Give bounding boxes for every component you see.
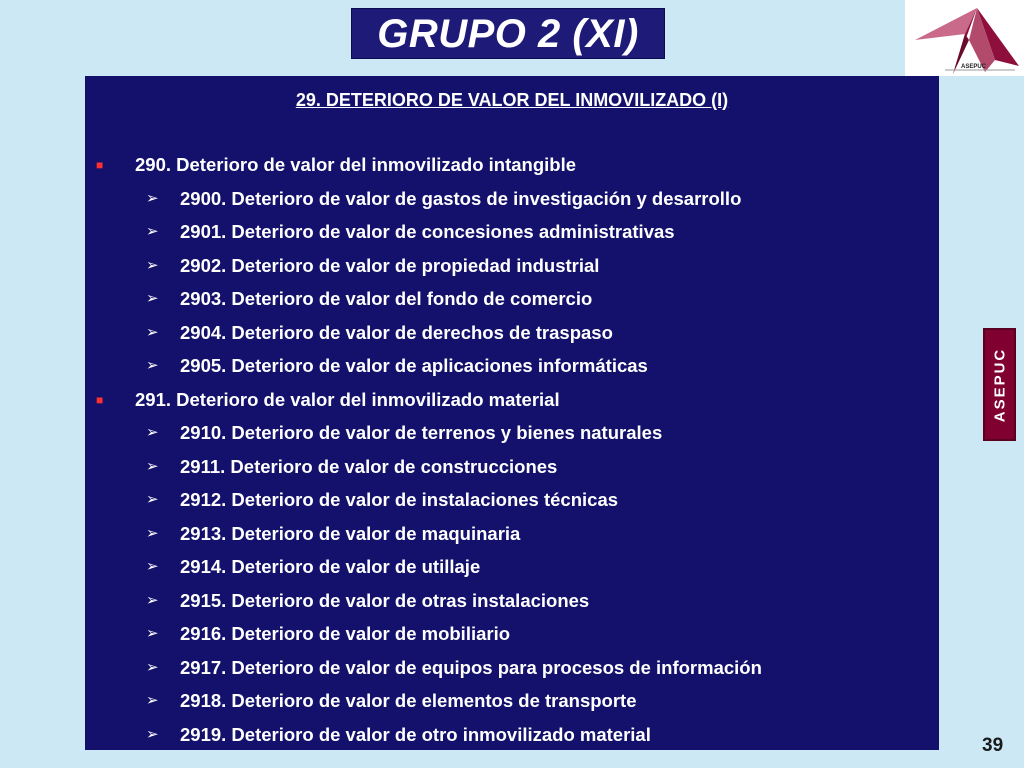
item-text: 2912. Deterioro de valor de instalaciones técnicas — [180, 489, 619, 510]
arrow-bullet-icon: ➢ — [146, 558, 159, 575]
arrow-bullet-icon: ➢ — [146, 189, 159, 207]
item-text: 2914. Deterioro de valor de utillaje — [180, 556, 481, 577]
side-tab-asepuc — [983, 328, 1016, 441]
square-bullet-icon: ■ — [96, 392, 104, 407]
arrow-bullet-icon: ➢ — [146, 524, 159, 542]
account-subitem — [146, 689, 637, 713]
account-subitem — [146, 187, 742, 211]
content-panel — [85, 76, 939, 750]
account-subitem — [146, 488, 619, 512]
account-subitem — [146, 354, 648, 378]
account-subitem — [146, 555, 481, 579]
item-text: 2905. Deterioro de valor de aplicaciones informáticas — [180, 355, 648, 376]
slide-title: GRUPO 2 (XI) — [351, 8, 665, 59]
arrow-bullet-icon: ➢ — [146, 625, 159, 642]
account-subitem — [146, 622, 511, 646]
arrow-bullet-icon: ➢ — [146, 491, 159, 508]
side-tab-label: ASEPUC — [991, 347, 1008, 422]
arrow-bullet-icon: ➢ — [146, 725, 159, 743]
item-text: 2911. Deterioro de valor de construcciones — [180, 455, 558, 477]
item-text: 290. Deterioro de valor del inmovilizado intangible — [135, 154, 577, 175]
account-subitem — [146, 220, 675, 244]
account-subitem — [146, 254, 600, 278]
square-bullet-icon: ■ — [96, 158, 104, 172]
arrow-bullet-icon: ➢ — [146, 290, 159, 307]
account-subitem — [146, 287, 593, 311]
item-text: 2919. Deterioro de valor de otro inmovilizado material — [180, 723, 651, 745]
asepuc-logo — [905, 0, 1024, 76]
item-text: 2910. Deterioro de valor de terrenos y bienes naturales — [180, 422, 663, 443]
item-text: 2904. Deterioro de valor de derechos de traspaso — [180, 321, 613, 343]
account-subitem — [146, 656, 762, 680]
item-text: 2917. Deterioro de valor de equipos para procesos de información — [180, 656, 762, 678]
item-text: 291. Deterioro de valor del inmovilizado material — [135, 388, 560, 410]
item-text: 2916. Deterioro de valor de mobiliario — [180, 623, 511, 644]
account-subitem — [146, 589, 590, 613]
arrow-bullet-icon: ➢ — [146, 424, 159, 441]
account-subitem — [146, 723, 651, 747]
account-subitem — [146, 321, 613, 345]
item-text: 2902. Deterioro de valor de propiedad industrial — [180, 254, 600, 276]
account-group-item — [96, 388, 560, 412]
arrow-bullet-icon: ➢ — [146, 692, 159, 709]
logo-left-wing — [915, 8, 977, 40]
item-text: 2901. Deterioro de valor de concesiones administrativas — [180, 221, 675, 242]
item-text: 2915. Deterioro de valor de otras instalaciones — [180, 589, 590, 611]
arrow-bullet-icon: ➢ — [146, 457, 159, 475]
item-text: 2918. Deterioro de valor de elementos de transporte — [180, 690, 637, 711]
item-text: 2903. Deterioro de valor del fondo de comercio — [180, 288, 593, 309]
asepuc-logo-graphic — [905, 0, 1024, 76]
arrow-bullet-icon: ➢ — [146, 658, 159, 676]
arrow-bullet-icon: ➢ — [146, 323, 159, 341]
account-subitem — [146, 522, 521, 546]
account-group-item — [96, 153, 577, 177]
arrow-bullet-icon: ➢ — [146, 256, 159, 274]
arrow-bullet-icon: ➢ — [146, 223, 159, 240]
account-subitem — [146, 421, 663, 445]
logo-text: ASEPUC — [961, 64, 987, 70]
section-heading: 29. DETERIORO DE VALOR DEL INMOVILIZADO (I) — [295, 90, 729, 110]
item-text: 2900. Deterioro de valor de gastos de investigación y desarrollo — [180, 187, 742, 209]
page-number: 39 — [982, 735, 1004, 756]
arrow-bullet-icon: ➢ — [146, 357, 159, 374]
account-subitem — [146, 455, 558, 479]
arrow-bullet-icon: ➢ — [146, 591, 159, 609]
item-text: 2913. Deterioro de valor de maquinaria — [180, 522, 521, 544]
